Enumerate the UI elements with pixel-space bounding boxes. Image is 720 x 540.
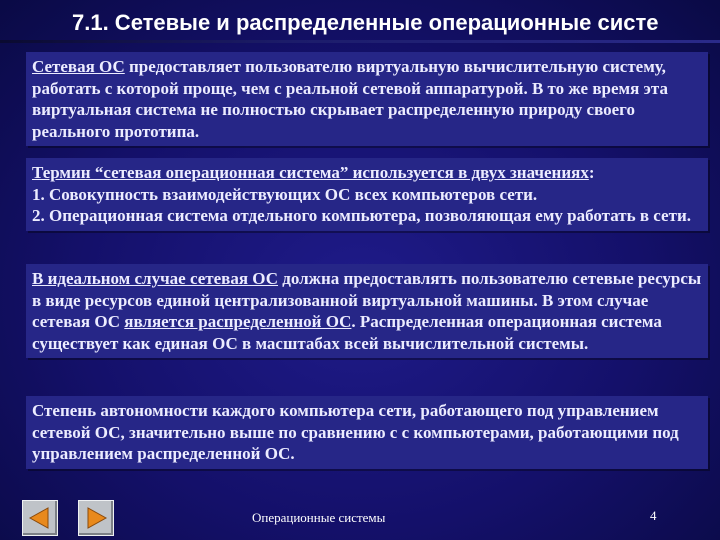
paragraph-ideal-case xyxy=(26,264,708,358)
meaning-item-1: 1. Совокупность взаимодействующих ОС всех компьютеров сети. xyxy=(32,184,538,204)
paragraph-autonomy: Степень автономности каждого компьютера сети, работающего под управлением сетевой ОС, значительно выше по сравнению с с компьютерами, работающими под управлением распределенной ОС. xyxy=(32,401,679,463)
paragraph-1-text: предоставляет пользователю виртуальную вычислительную систему, работать с которой проще, чем с реальной сетевой аппаратурой. В то же время эта виртуальная система не полностью скрывает распределенную природу своего реального прототипа. xyxy=(32,57,668,141)
term-network-os: Сетевая ОС xyxy=(32,57,125,76)
ideal-case-dot: . xyxy=(351,312,356,331)
arrow-right-icon xyxy=(84,506,108,530)
ideal-case-mid: должна предоставлять пользователю сетевые ресурсы в виде ресурсов единой централизованной виртуальной машины. В этом случае сетевая ОС xyxy=(32,269,702,331)
arrow-left-icon xyxy=(28,506,52,530)
paragraph-network-os xyxy=(26,52,708,146)
paragraph-panel-4 xyxy=(26,396,708,469)
paragraph-term-meanings xyxy=(26,158,708,231)
slide-title: 7.1. Сетевые и распределенные операционные систе xyxy=(72,10,659,35)
paragraph-panel-2 xyxy=(26,158,708,231)
paragraph-panel-1 xyxy=(26,52,708,146)
term-meanings-lead: Термин “сетевая операционная система” используется в двух значениях xyxy=(32,163,589,182)
footer-course-name: Операционные системы xyxy=(252,510,386,525)
term-meanings-colon: : xyxy=(588,163,595,182)
meaning-item-2: 2. Операционная система отдельного компьютера, позволяющая ему работать в сети. xyxy=(32,206,691,225)
title-divider xyxy=(0,40,720,43)
page-number: 4 xyxy=(650,508,657,523)
prev-slide-button[interactable] xyxy=(22,500,58,536)
next-slide-button[interactable] xyxy=(78,500,114,536)
ideal-case-rest: Распределенная операционная система существует как единая ОС в масштабах всей вычислительной системы. xyxy=(32,312,662,353)
paragraph-panel-3 xyxy=(26,264,708,358)
term-distributed-os: является распределенной ОС xyxy=(124,312,352,331)
ideal-case-lead: В идеальном случае сетевая ОС xyxy=(32,269,279,288)
